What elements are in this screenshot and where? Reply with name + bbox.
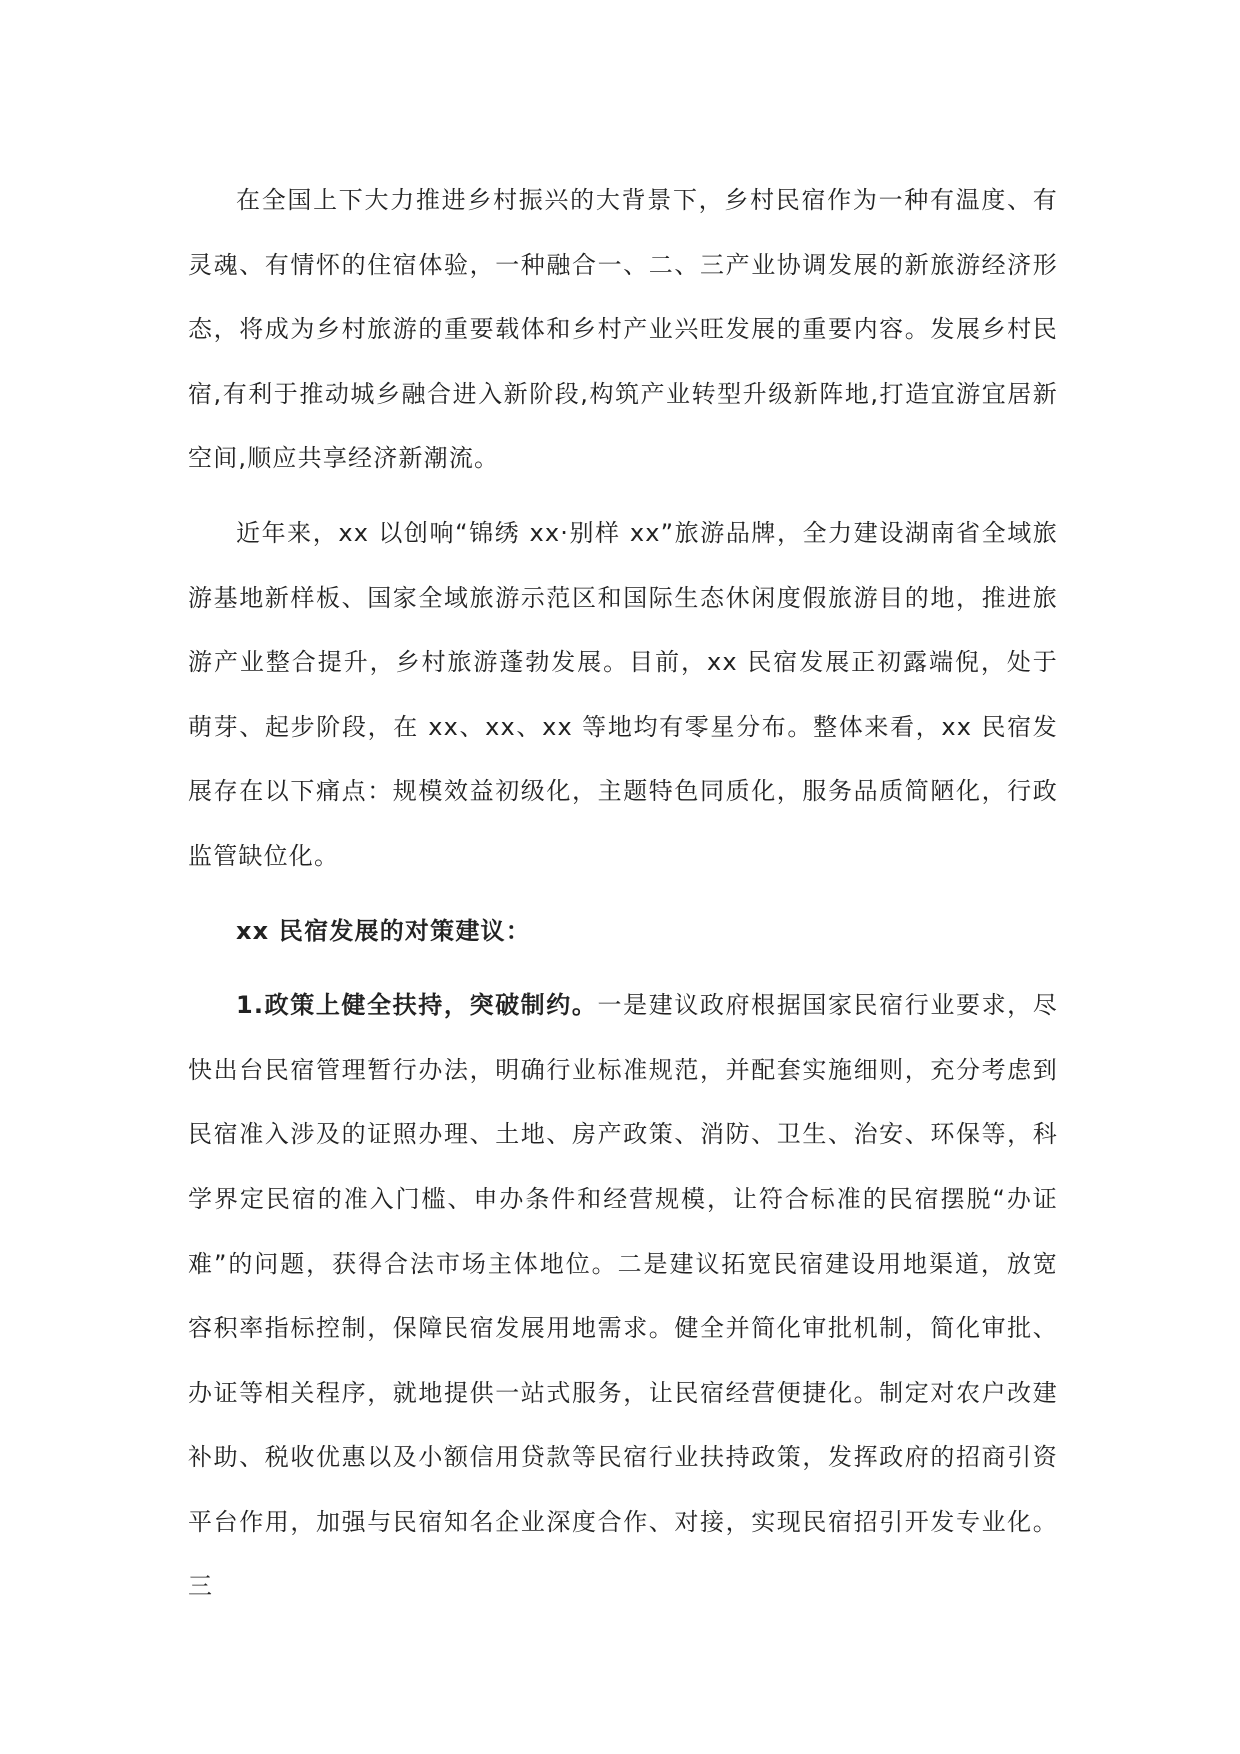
- section-heading: xx 民宿发展的对策建议：: [236, 916, 531, 945]
- item-lead-text: 1.政策上健全扶持，突破制约。: [236, 991, 598, 1020]
- item-body-text: 一是建议政府根据国家民宿行业要求，尽快出台民宿管理暂行办法，明确行业标准规范，并配套实施细则，充分考虑到民宿准入涉及的证照办理、土地、房产政策、消防、卫生、治安、环保等，科学界定民宿的准入门槛、申办条件和经营规模，让符合标准的民宿摆脱“办证难”的问题，获得合法市场主体地位。二是建议拓宽民宿建设用地渠道，放宽容积率指标控制，保障民宿发展用地需求。健全并简化审批机制，简化审批、办证等相关程序，就地提供一站式服务，让民宿经营便捷化。制定对农户改建补助、税收优惠以及小额信用贷款等民宿行业扶持政策，发挥政府的招商引资平台作用，加强与民宿知名企业深度合作、对接，实现民宿招引开发专业化。三: [188, 991, 1058, 1601]
- paragraph-intro: 在全国上下大力推进乡村振兴的大背景下，乡村民宿作为一种有温度、有灵魂、有情怀的住宿体验，一种融合一、二、三产业协调发展的新旅游经济形态，将成为乡村旅游的重要载体和乡村产业兴旺发展的重要内容。发展乡村民宿,有利于推动城乡融合进入新阶段,构筑产业转型升级新阵地,打造宜游宜居新空间,顺应共享经济新潮流。: [188, 186, 1058, 473]
- document-body: [188, 168, 1058, 1629]
- paragraph-policy-suggestion: [188, 973, 1058, 1619]
- paragraph-current-situation: 近年来，xx 以创响“锦绣 xx·别样 xx”旅游品牌，全力建设湖南省全域旅游基地新样板、国家全域旅游示范区和国际生态休闲度假旅游目的地，推进旅游产业整合提升，乡村旅游蓬勃发展。目前，xx 民宿发展正初露端倪，处于萌芽、起步阶段，在 xx、xx、xx 等地均有零星分布。整体来看，xx 民宿发展存在以下痛点：规模效益初级化，主题特色同质化，服务品质简陋化，行政监管缺位化。: [188, 518, 1058, 870]
